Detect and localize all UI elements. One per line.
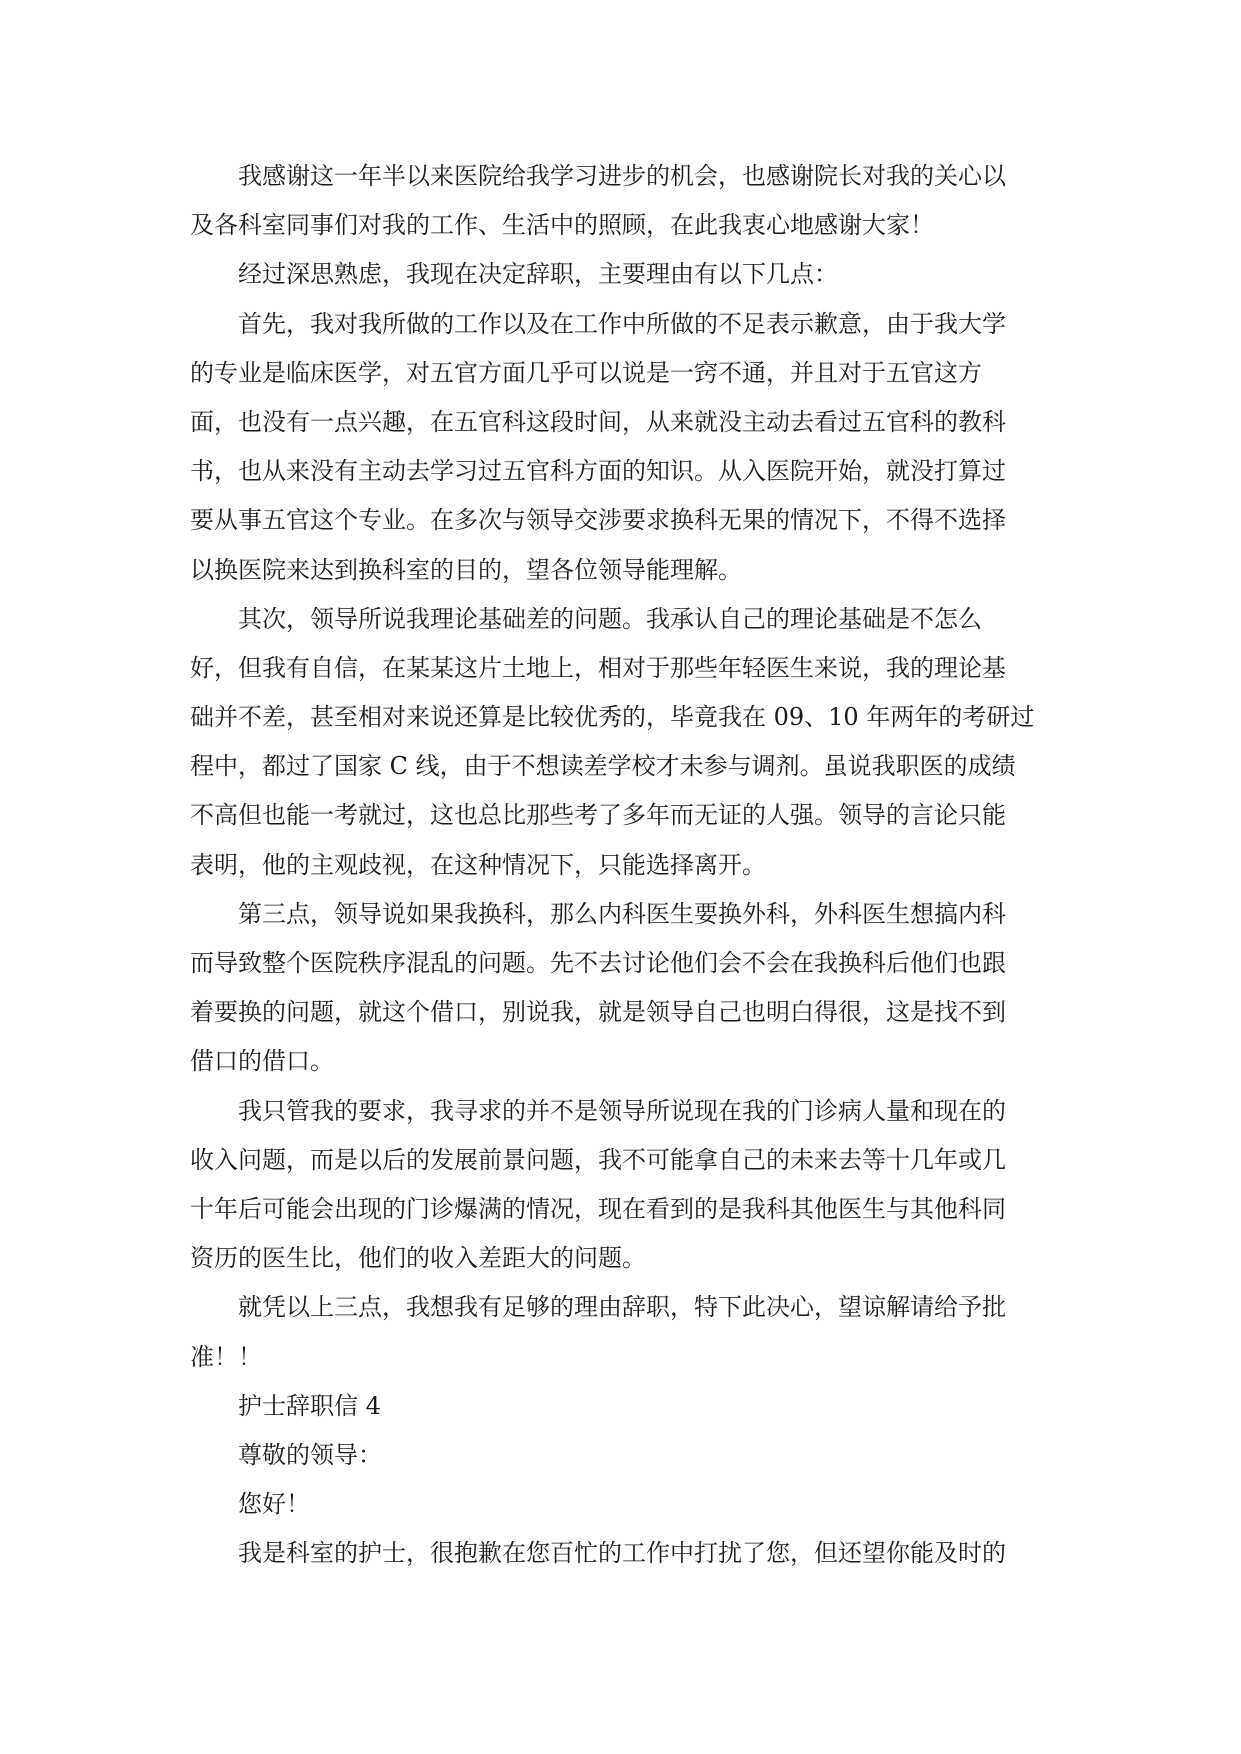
text-line: 尊敬的领导：	[238, 1440, 382, 1469]
text-line: 而导致整个医院秩序混乱的问题。先不去讨论他们会不会在我换科后他们也跟	[190, 949, 1006, 977]
text-line: 收入问题，而是以后的发展前景问题，我不可能拿自己的未来去等十几年或几	[190, 1145, 1006, 1174]
text-line: 护士辞职信 4	[238, 1391, 381, 1420]
text-line: 首先，我对我所做的工作以及在工作中所做的不足表示歉意，由于我大学	[238, 309, 1006, 338]
text-line: 好，但我有自信，在某某这片土地上，相对于那些年轻医生来说，我的理论基	[190, 653, 1006, 682]
text-line: 表明，他的主观歧视，在这种情况下，只能选择离开。	[190, 850, 766, 879]
text-line: 要从事五官这个专业。在多次与领导交涉要求换科无果的情况下，不得不选择	[190, 506, 1006, 535]
text-line: 十年后可能会出现的门诊爆满的情况，现在看到的是我科其他医生与其他科同	[190, 1194, 1006, 1223]
text-line: 我感谢这一年半以来医院给我学习进步的机会，也感谢院长对我的关心以	[238, 162, 1006, 190]
text-line: 面，也没有一点兴趣，在五官科这段时间，从来就没主动去看过五官科的教科	[190, 407, 1006, 436]
text-line: 其次，领导所说我理论基础差的问题。我承认自己的理论基础是不怎么	[238, 604, 982, 633]
text-line: 我是科室的护士，很抱歉在您百忙的工作中打扰了您，但还望你能及时的	[238, 1539, 1006, 1568]
text-line: 经过深思熟虑，我现在决定辞职，主要理由有以下几点：	[238, 260, 838, 289]
text-line: 着要换的问题，就这个借口，别说我，就是领导自己也明白得很，这是找不到	[190, 998, 1006, 1027]
text-line: 借口的借口。	[190, 1047, 334, 1076]
text-line: 不高但也能一考就过，这也总比那些考了多年而无证的人强。领导的言论只能	[190, 801, 1006, 830]
document-body	[190, 152, 1052, 1578]
text-line: 的专业是临床医学，对五官方面几乎可以说是一窍不通，并且对于五官这方	[190, 358, 982, 387]
text-line: 资历的医生比，他们的收入差距大的问题。	[190, 1244, 646, 1273]
text-line: 我只管我的要求，我寻求的并不是领导所说现在我的门诊病人量和现在的	[238, 1096, 1006, 1125]
text-line: 准！！	[190, 1342, 262, 1371]
text-line: 书，也从来没有主动去学习过五官科方面的知识。从入医院开始，就没打算过	[190, 457, 1006, 486]
text-line: 您好！	[238, 1490, 310, 1519]
text-line: 及各科室同事们对我的工作、生活中的照顾，在此我衷心地感谢大家！	[190, 211, 934, 240]
text-line: 础并不差，甚至相对来说还算是比较优秀的，毕竟我在 09、10 年两年的考研过	[190, 703, 1035, 732]
text-line: 第三点，领导说如果我换科，那么内科医生要换外科，外科医生想搞内科	[238, 899, 1006, 928]
text-line: 以换医院来达到换科室的目的，望各位领导能理解。	[190, 555, 742, 584]
text-line: 就凭以上三点，我想我有足够的理由辞职，特下此决心，望谅解请给予批	[238, 1293, 1006, 1322]
text-line: 程中，都过了国家 C 线，由于不想读差学校才未参与调剂。虽说我职医的成绩	[190, 752, 1016, 781]
